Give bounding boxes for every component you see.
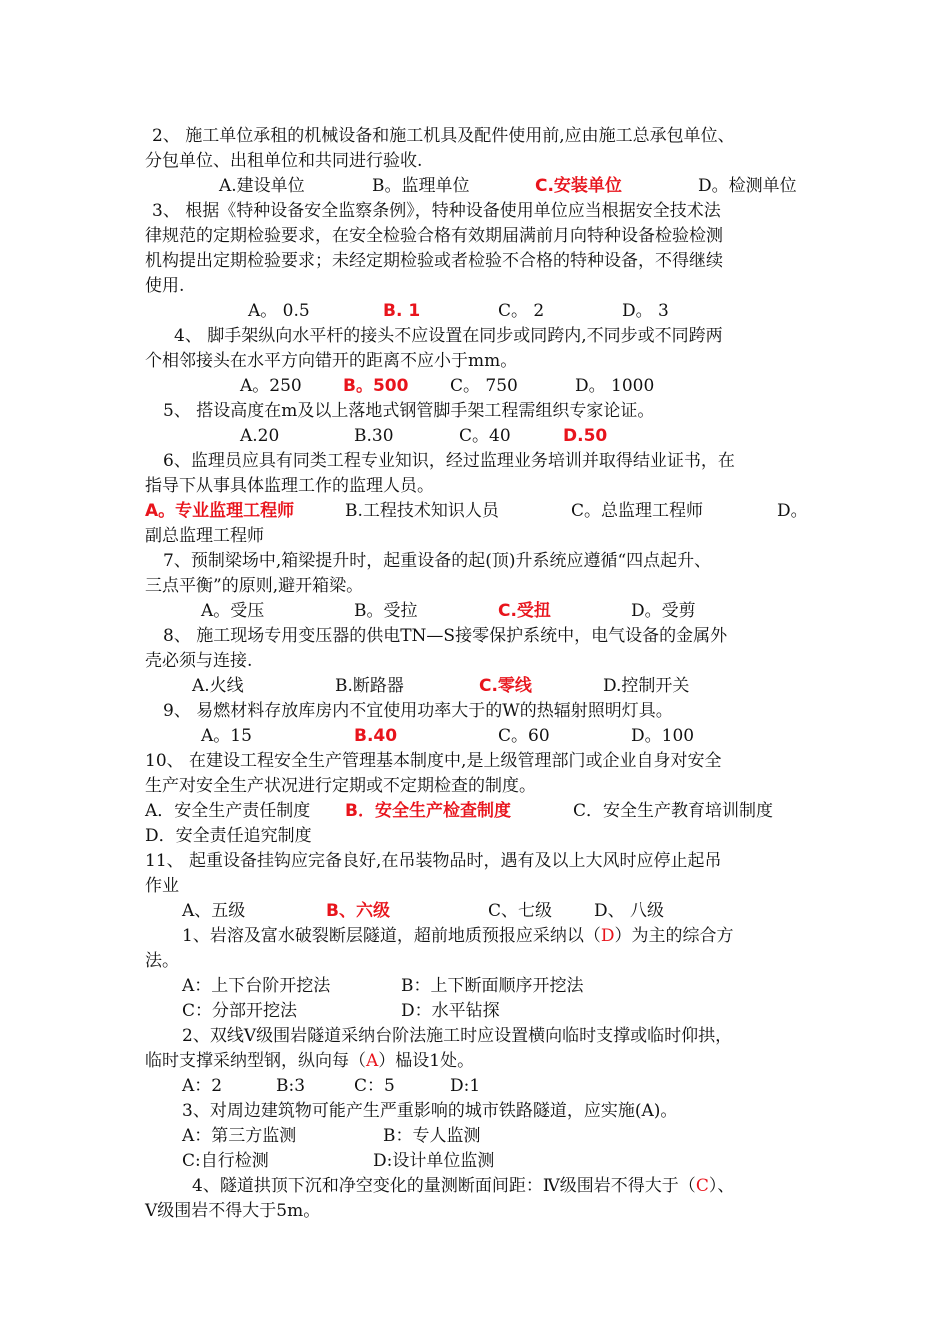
t4-stem-a: 4、隧道拱顶下沉和净空变化的量测断面间距：Ⅳ级围岩不得大于（ bbox=[192, 1176, 696, 1196]
t4-answer: C bbox=[695, 1176, 709, 1196]
q10-option-a: A．安全生产责任制度 bbox=[145, 801, 311, 821]
t1-option-d: D：水平钻探 bbox=[401, 1001, 500, 1021]
t1-stem-line1 bbox=[182, 924, 733, 948]
q2-option-b: B。监理单位 bbox=[372, 176, 470, 196]
q5-option-b: B.30 bbox=[354, 426, 394, 446]
q11-option-b-answer: B、六级 bbox=[326, 901, 390, 921]
q5-option-a: A.20 bbox=[240, 426, 280, 446]
q6-option-b: B.工程技术知识人员 bbox=[345, 501, 499, 521]
t2-option-d: D:1 bbox=[450, 1076, 481, 1096]
q11-option-d: D、 八级 bbox=[594, 901, 665, 921]
q9-stem-line1: 9、 易燃材料存放库房内不宜使用功率大于的W的热辐射照明灯具。 bbox=[163, 701, 673, 721]
q7-stem-line1: 7、预制梁场中,箱梁提升时，起重设备的起(顶)升系统应遵循“四点起升、 bbox=[163, 551, 712, 571]
t3-option-a: A：第三方监测 bbox=[182, 1126, 297, 1146]
q9-option-c: C。60 bbox=[498, 726, 550, 746]
t4-stem-line2: Ⅴ级围岩不得大于5m。 bbox=[145, 1201, 321, 1221]
q6-option-d-text: 副总监理工程师 bbox=[145, 526, 264, 546]
t1-stem-b: ）为主的综合方 bbox=[614, 926, 734, 946]
q2-stem-line2: 分包单位、出租单位和共同进行验收. bbox=[145, 151, 423, 171]
q4-stem-line1: 4、 脚手架纵向水平杆的接头不应设置在同步或同跨内,不同步或不同跨两 bbox=[174, 326, 723, 346]
q7-option-a: A。受压 bbox=[201, 601, 265, 621]
q10-option-d: D．安全责任追究制度 bbox=[145, 826, 312, 846]
t1-stem-line2: 法。 bbox=[145, 951, 179, 971]
q8-option-c-answer: C.零线 bbox=[479, 676, 532, 696]
q3-option-a: A。 0.5 bbox=[248, 301, 310, 321]
t2-answer: A bbox=[366, 1051, 379, 1071]
t2-stem-line1: 2、双线Ⅴ级围岩隧道采纳台阶法施工时应设置横向临时支撑或临时仰拱， bbox=[182, 1026, 733, 1046]
q9-option-d: D。100 bbox=[631, 726, 695, 746]
q6-option-c: C。总监理工程师 bbox=[571, 501, 704, 521]
q9-option-b-answer: B.40 bbox=[354, 726, 398, 746]
q3-stem-line1: 3、 根据《特种设备安全监察条例》，特种设备使用单位应当根据安全技术法 bbox=[152, 201, 721, 221]
q7-stem-line2: 三点平衡”的原则,避开箱梁。 bbox=[145, 576, 364, 596]
t1-option-b: B：上下断面顺序开挖法 bbox=[401, 976, 584, 996]
t2-option-b: B:3 bbox=[276, 1076, 306, 1096]
t1-option-a: A：上下台阶开挖法 bbox=[182, 976, 331, 996]
q4-option-c: C。 750 bbox=[450, 376, 518, 396]
q2-stem-line1: 2、 施工单位承租的机械设备和施工机具及配件使用前,应由施工总承包单位、 bbox=[152, 126, 735, 146]
q3-stem-line3: 机构提出定期检验要求；未经定期检验或者检验不合格的特种设备，不得继续 bbox=[145, 251, 723, 271]
t1-stem-a: 1、岩溶及富水破裂断层隧道，超前地质预报应采纳以（ bbox=[182, 926, 601, 946]
t4-stem-line1 bbox=[192, 1174, 734, 1198]
q8-option-d: D.控制开关 bbox=[603, 676, 690, 696]
t3-stem-line1: 3、对周边建筑物可能产生严重影响的城市铁路隧道，应实施(A)。 bbox=[182, 1101, 678, 1121]
q3-stem-line2: 律规范的定期检验要求，在安全检验合格有效期届满前月向特种设备检验检测 bbox=[145, 226, 723, 246]
q7-option-c-answer: C.受扭 bbox=[498, 601, 551, 621]
t2-stem-b: ）榀设1处。 bbox=[378, 1051, 475, 1071]
q4-option-a: A。250 bbox=[240, 376, 302, 396]
q8-stem-line2: 壳必须与连接. bbox=[145, 651, 253, 671]
t1-answer: D bbox=[600, 926, 615, 946]
q3-stem-line4: 使用. bbox=[145, 276, 185, 296]
q11-option-c: C、七级 bbox=[488, 901, 553, 921]
q4-stem-line2: 个相邻接头在水平方向错开的距离不应小于mm。 bbox=[145, 351, 518, 371]
q8-option-a: A.火线 bbox=[192, 676, 244, 696]
q5-stem-line1: 5、 搭设高度在m及以上落地式钢管脚手架工程需组织专家论证。 bbox=[163, 401, 655, 421]
q9-option-a: A。15 bbox=[201, 726, 252, 746]
t2-stem-a: 临时支撑采纳型钢，纵向每（ bbox=[145, 1051, 366, 1071]
q2-option-a: A.建设单位 bbox=[219, 176, 305, 196]
t3-option-b: B：专人监测 bbox=[383, 1126, 481, 1146]
t2-option-a: A：2 bbox=[182, 1076, 223, 1096]
t3-option-d: D:设计单位监测 bbox=[373, 1151, 495, 1171]
q11-option-a: A、五级 bbox=[182, 901, 246, 921]
q2-option-c-answer: C.安装单位 bbox=[535, 176, 622, 196]
q10-stem-line1: 10、 在建设工程安全生产管理基本制度中,是上级管理部门或企业自身对安全 bbox=[145, 751, 722, 771]
t1-option-c: C：分部开挖法 bbox=[182, 1001, 298, 1021]
q10-stem-line2: 生产对安全生产状况进行定期或不定期检查的制度。 bbox=[145, 776, 536, 796]
q6-option-d: D。 bbox=[777, 501, 808, 521]
q2-option-d: D。检测单位 bbox=[698, 176, 797, 196]
q3-option-d: D。 3 bbox=[622, 301, 669, 321]
t2-option-c: C：5 bbox=[354, 1076, 395, 1096]
q10-option-c: C．安全生产教育培训制度 bbox=[573, 801, 774, 821]
q4-option-b-answer: B。500 bbox=[343, 376, 409, 396]
q10-option-b-answer: B．安全生产检查制度 bbox=[345, 801, 511, 821]
q11-stem-line1: 11、 起重设备挂钩应完备良好,在吊装物品时，遇有及以上大风时应停止起吊 bbox=[145, 851, 722, 871]
q5-option-c: C。40 bbox=[459, 426, 511, 446]
t3-option-c: C:自行检测 bbox=[182, 1151, 269, 1171]
q5-option-d-answer: D.50 bbox=[563, 426, 608, 446]
q6-stem-line1: 6、监理员应具有同类工程专业知识，经过监理业务培训并取得结业证书，在 bbox=[163, 451, 735, 471]
q6-option-a-answer: A。专业监理工程师 bbox=[145, 501, 295, 521]
q7-option-b: B。受拉 bbox=[354, 601, 418, 621]
q11-stem-line2: 作业 bbox=[145, 876, 179, 896]
q6-stem-line2: 指导下从事具体监理工作的监理人员。 bbox=[145, 476, 434, 496]
q8-stem-line1: 8、 施工现场专用变压器的供电TN—S接零保护系统中，电气设备的金属外 bbox=[163, 626, 728, 646]
q3-option-b-answer: B. 1 bbox=[383, 301, 421, 321]
q3-option-c: C。 2 bbox=[498, 301, 545, 321]
q8-option-b: B.断路器 bbox=[335, 676, 404, 696]
q4-option-d: D。 1000 bbox=[575, 376, 655, 396]
t2-stem-line2 bbox=[145, 1049, 474, 1073]
t4-stem-b: ）、 bbox=[708, 1176, 735, 1196]
q7-option-d: D。受剪 bbox=[631, 601, 696, 621]
